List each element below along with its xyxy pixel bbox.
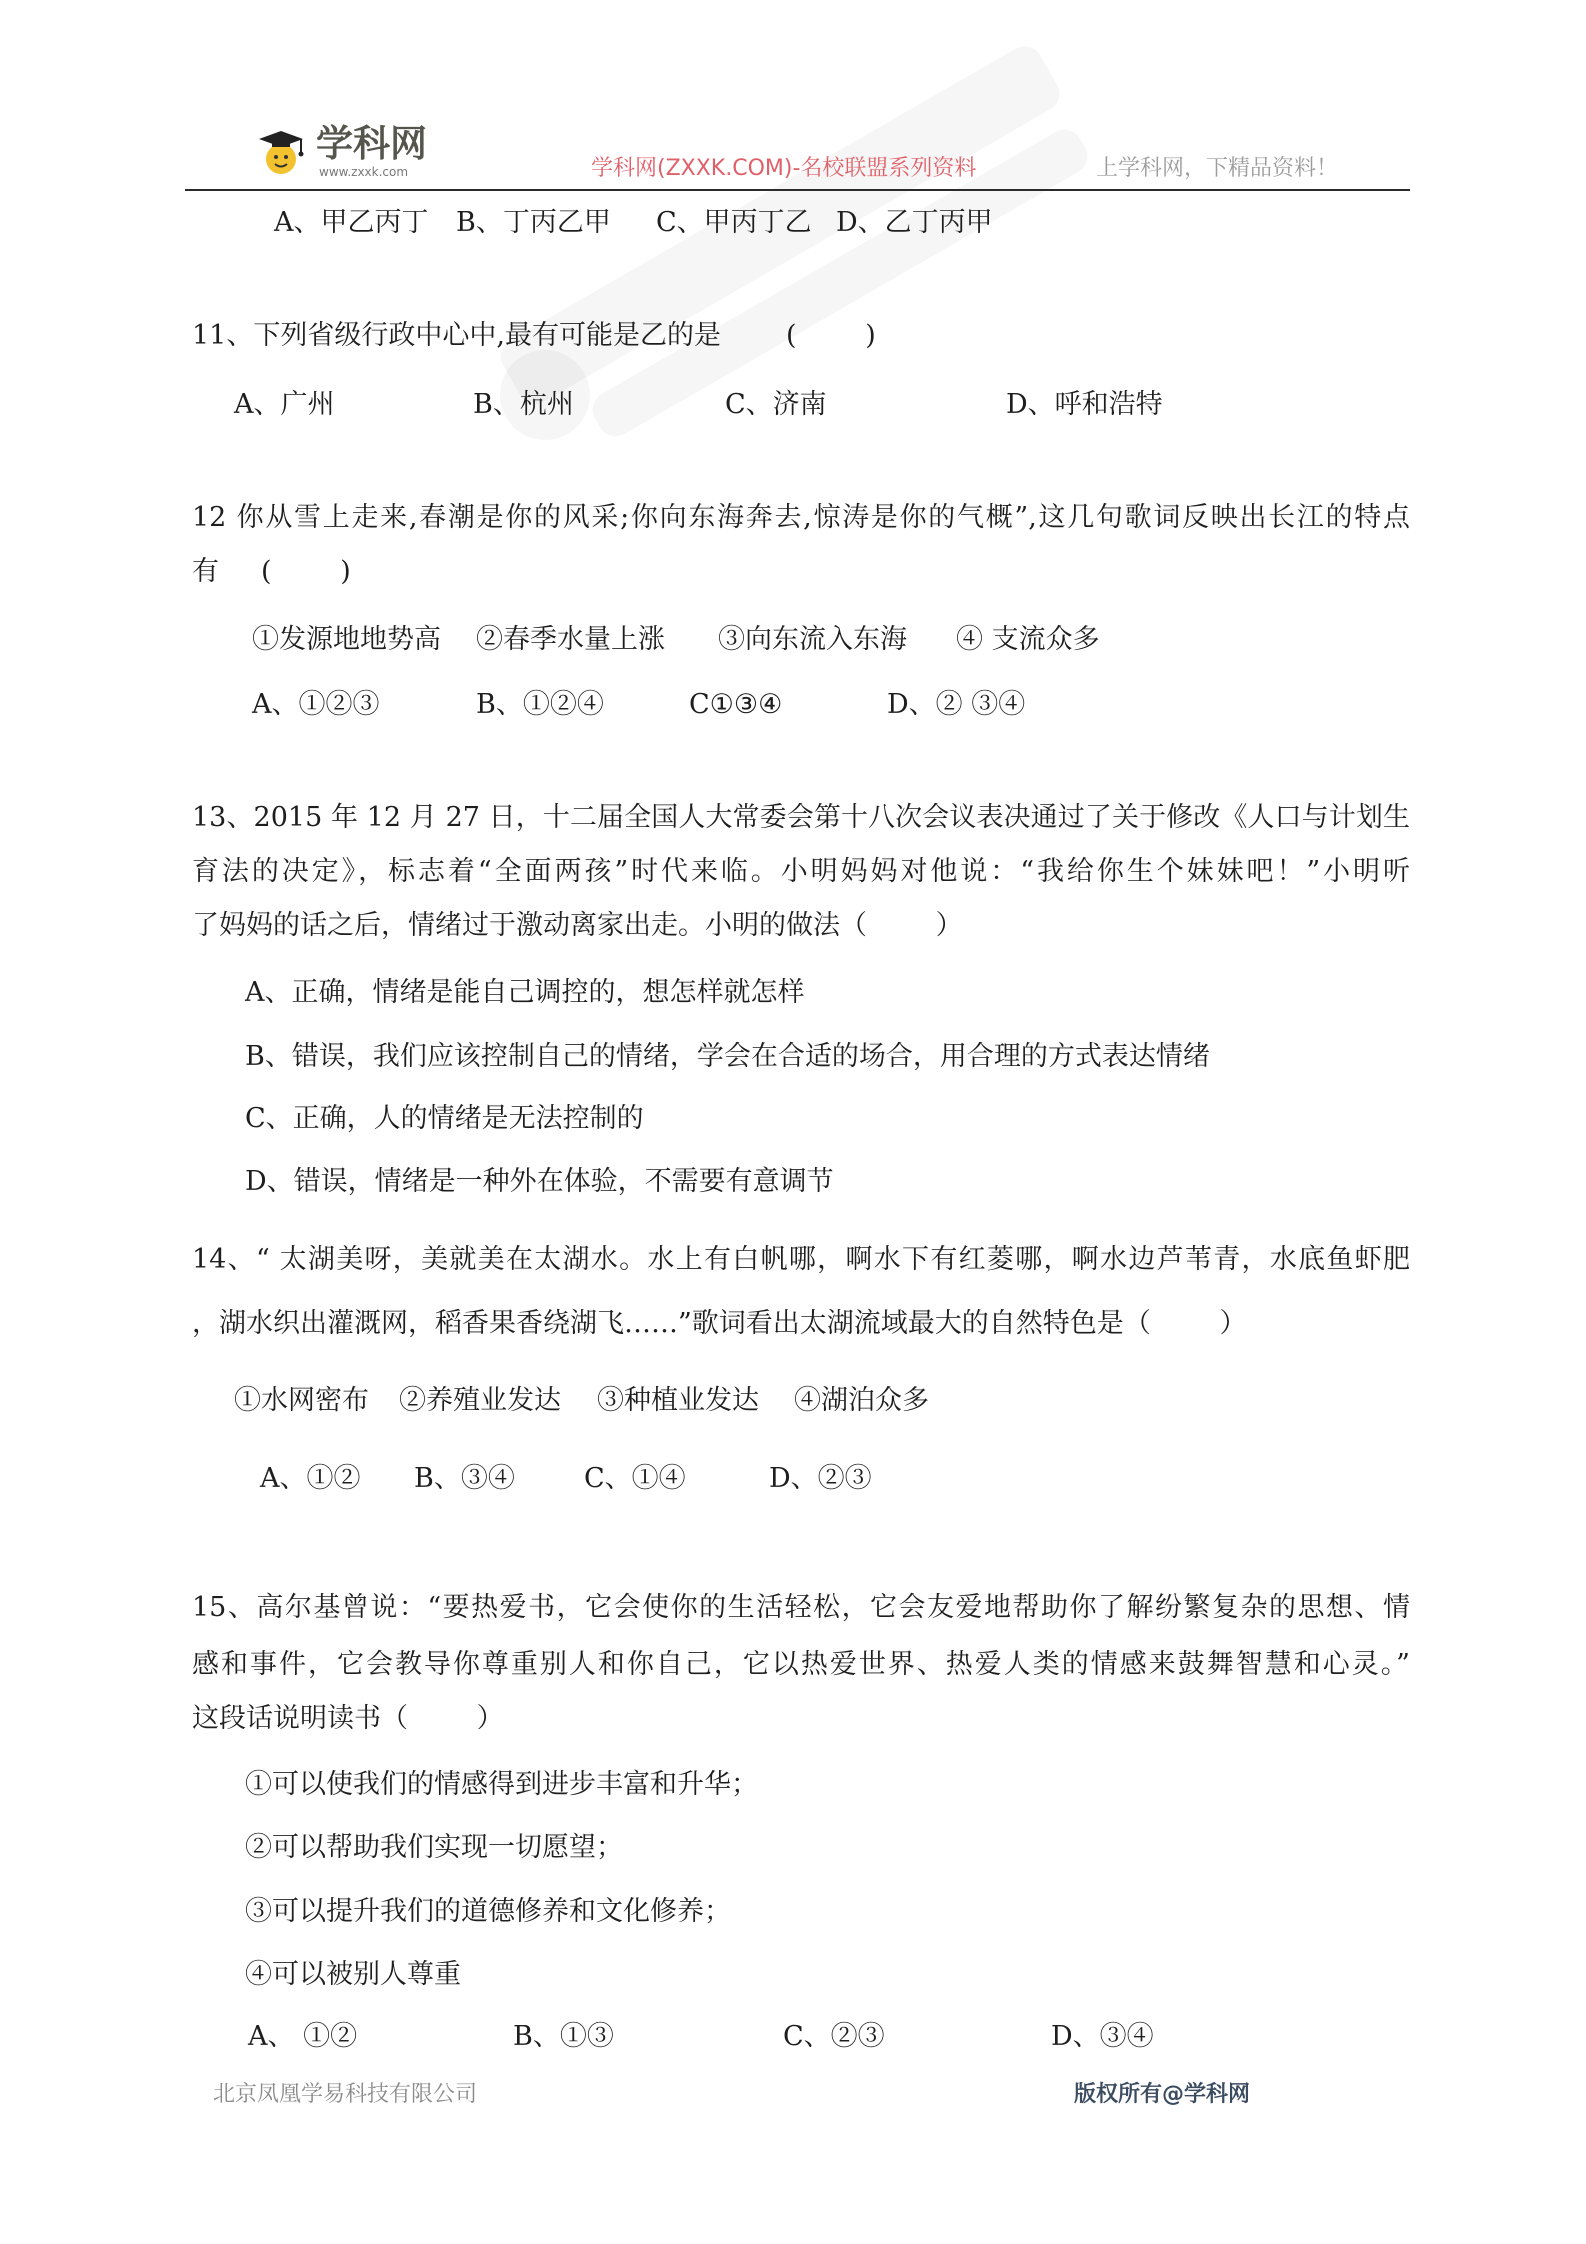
option-b: B、①③: [513, 2021, 614, 2052]
option-c: C、甲丙丁乙: [656, 207, 812, 238]
statement-4: ④ 支流众多: [956, 624, 1100, 655]
statement-2: ②养殖业发达: [399, 1385, 561, 1416]
answer-blank: （ ）: [1123, 1308, 1247, 1339]
answer-blank: ( ): [786, 320, 876, 351]
option-b: B、杭州: [473, 389, 574, 420]
statement-3: ③向东流入东海: [718, 624, 907, 655]
question-stem-line: 感和事件，它会教导你尊重别人和你自己，它以热爱世界、热爱人类的情感来鼓舞智慧和心灵。”: [192, 1649, 1410, 1680]
option-c: C①③④: [689, 689, 783, 720]
option-c: C、①④: [584, 1463, 686, 1494]
statement-1: ①可以使我们的情感得到进步丰富和升华；: [245, 1769, 758, 1800]
statement-2: ②可以帮助我们实现一切愿望；: [245, 1832, 623, 1863]
question-stem-line: 有: [192, 556, 219, 587]
option-d: D、呼和浩特: [1006, 389, 1163, 420]
graduation-cap-mascot-icon: [257, 123, 314, 180]
option-a: A、①②③: [252, 689, 380, 720]
header-rule: [185, 189, 1410, 191]
option-d: D、②③: [769, 1463, 872, 1494]
question-stem-line: [192, 1701, 504, 1737]
question-stem: 11、下列省级行政中心中,最有可能是乙的是: [192, 320, 721, 351]
question-stem-line: 15、高尔基曾说：“要热爱书，它会使你的生活轻松，它会友爱地帮助你了解纷繁复杂的思想、情: [192, 1592, 1410, 1623]
question-stem-text: ，湖水织出灌溉网，稻香果香绕湖飞……”歌词看出太湖流域最大的自然特色是: [192, 1308, 1124, 1339]
option-d: D、乙丁丙甲: [836, 207, 993, 238]
header-slogan-center: 学科网(ZXXK.COM)-名校联盟系列资料: [591, 156, 977, 181]
question-stem-line: 13、2015 年 12 月 27 日，十二届全国人大常委会第十八次会议表决通过了关于修改《人口与计划生: [192, 802, 1410, 833]
option-d: D、③④: [1051, 2021, 1154, 2052]
statement-3: ③可以提升我们的道德修养和文化修养；: [245, 1896, 731, 1927]
option-b: B、丁丙乙甲: [456, 207, 611, 238]
question-stem-text: 了妈妈的话之后，情绪过于激动离家出走。小明的做法: [192, 910, 840, 941]
question-stem-text: 这段话说明读书: [192, 1703, 381, 1734]
option-d: D、② ③④: [887, 689, 1026, 720]
option-b: B、③④: [414, 1463, 515, 1494]
question-stem-line: [192, 1306, 1246, 1342]
statement-4: ④湖泊众多: [794, 1385, 929, 1416]
option-b: B、①②④: [476, 689, 604, 720]
answer-blank: ( ): [261, 556, 351, 587]
option-c: C、②③: [783, 2021, 885, 2052]
option-d: D、错误，情绪是一种外在体验，不需要有意调节: [245, 1166, 834, 1197]
statement-2: ②春季水量上涨: [476, 624, 665, 655]
answer-blank: （ ）: [381, 1703, 504, 1734]
logo-wordmark: 学科网: [316, 122, 427, 165]
option-a: A、正确，情绪是能自己调控的，想怎样就怎样: [245, 977, 805, 1008]
option-c: C、正确，人的情绪是无法控制的: [245, 1103, 644, 1134]
question-stem-line: 14、“ 太湖美呀，美就美在太湖水。水上有白帆哪，啊水下有红菱哪，啊水边芦苇青，水底鱼虾肥: [192, 1244, 1410, 1275]
question-stem-line: 12 你从雪上走来,春潮是你的风采;你向东海奔去,惊涛是你的气概”,这几句歌词反映出长江的特点: [192, 502, 1410, 533]
question-stem-line: 育法的决定》，标志着“全面两孩”时代来临。小明妈妈对他说：“我给你生个妹妹吧！”小明听: [192, 856, 1410, 887]
option-a: A、甲乙丙丁: [274, 207, 429, 238]
option-c: C、济南: [725, 389, 827, 420]
option-a: A、①②: [260, 1463, 361, 1494]
statement-1: ①发源地地势高: [252, 624, 441, 655]
footer-company: 北京凤凰学易科技有限公司: [213, 2082, 478, 2107]
answer-blank: （ ）: [840, 910, 963, 941]
header-slogan-right: 上学科网，下精品资料！: [1096, 156, 1339, 181]
option-b: B、错误，我们应该控制自己的情绪，学会在合适的场合，用合理的方式表达情绪: [245, 1041, 1210, 1072]
option-a: A、广州: [234, 389, 335, 420]
statement-3: ③种植业发达: [597, 1385, 759, 1416]
logo-url: www.zxxk.com: [319, 165, 409, 179]
question-stem-line: [192, 908, 963, 944]
footer-copyright: 版权所有@学科网: [1074, 2082, 1251, 2107]
option-a: A、 ①②: [248, 2021, 358, 2052]
statement-1: ①水网密布: [234, 1385, 369, 1416]
statement-4: ④可以被别人尊重: [245, 1959, 461, 1990]
